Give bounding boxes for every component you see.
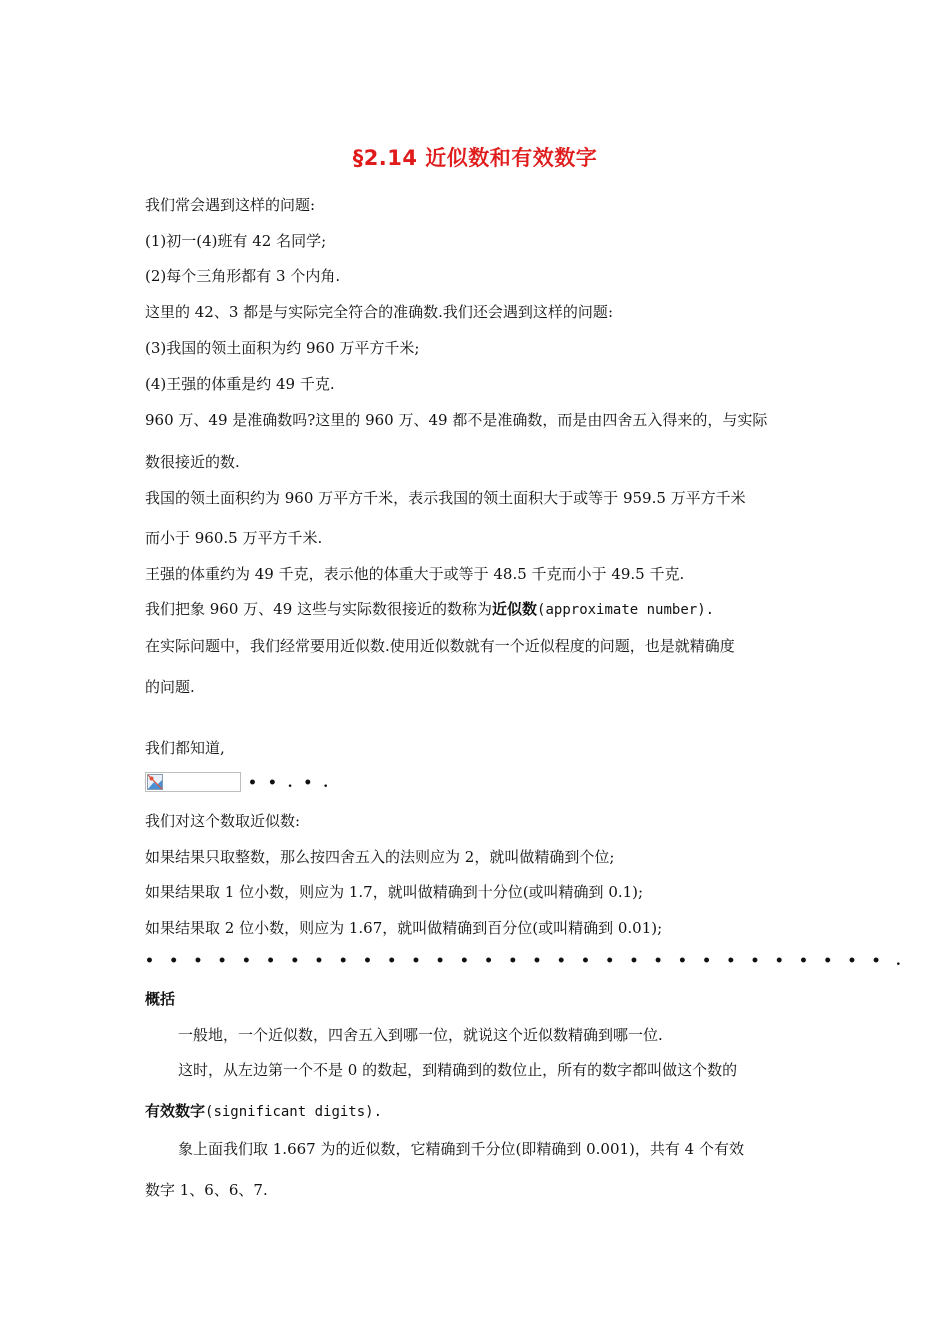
paragraph-line: (2)每个三角形都有 3 个内角. [145, 267, 341, 285]
paragraph-line: 960 万、49 是准确数吗?这里的 960 万、49 都不是准确数，而是由四舍五入得来的，与实际 [145, 411, 768, 429]
paragraph-line: 如果结果只取整数，那么按四舍五入的法则应为 2，就叫做精确到个位; [145, 848, 615, 866]
term-english: (approximate number). [537, 602, 715, 618]
term-approximate-number: 近似数 [492, 600, 538, 618]
paragraph-line [145, 1101, 382, 1122]
page-title: §2.14 近似数和有效数字 [352, 146, 598, 170]
term-english: (significant digits). [205, 1104, 383, 1120]
paragraph-line: 数很接近的数. [145, 453, 240, 471]
paragraph-line: 我们都知道, [145, 739, 225, 757]
paragraph-line: 在实际问题中，我们经常要用近似数.使用近似数就有一个近似程度的问题，也是就精确度 [145, 637, 735, 655]
term-significant-digits: 有效数字 [145, 1102, 206, 1120]
paragraph-line: 一般地，一个近似数，四舍五入到哪一位，就说这个近似数精确到哪一位. [178, 1026, 663, 1044]
paragraph-line: 而小于 960.5 万平方千米. [145, 529, 323, 547]
paragraph-line: 我国的领土面积约为 960 万平方千米，表示我国的领土面积大于或等于 959.5 万平方千米 [145, 489, 746, 507]
paragraph-line: 数字 1、6、6、7. [145, 1181, 268, 1199]
paragraph-line: 王强的体重约为 49 千克，表示他的体重大于或等于 48.5 千克而小于 49.5 千克. [145, 565, 685, 583]
ellipsis-dots: • • • • • • • • • • • • • • • • • • • • • • • • • • • • • • • . [145, 953, 906, 969]
section-heading: 概括 [145, 990, 176, 1008]
text-run: 我们把象 960 万、49 这些与实际数很接近的数称为 [145, 600, 493, 618]
broken-image-icon [147, 774, 163, 790]
paragraph-line: 如果结果取 2 位小数，则应为 1.67，就叫做精确到百分位(或叫精确到 0.01); [145, 919, 663, 937]
paragraph-line: 如果结果取 1 位小数，则应为 1.7，就叫做精确到十分位(或叫精确到 0.1); [145, 883, 644, 901]
paragraph-line: 这时，从左边第一个不是 0 的数起，到精确到的数位止，所有的数字都叫做这个数的 [178, 1061, 738, 1079]
broken-image-placeholder [145, 772, 241, 792]
paragraph-line: 我们对这个数取近似数: [145, 812, 301, 830]
paragraph-line: 象上面我们取 1.667 为的近似数，它精确到千分位(即精确到 0.001)，共有 4 个有效 [178, 1140, 744, 1158]
paragraph-line: (3)我国的领土面积为约 960 万平方千米; [145, 339, 420, 357]
paragraph-line: 这里的 42、3 都是与实际完全符合的准确数.我们还会遇到这样的问题: [145, 303, 613, 321]
paragraph-line: (4)王强的体重是约 49 千克. [145, 375, 335, 393]
paragraph-line [145, 599, 714, 620]
ellipsis-dots: • • . • . [248, 775, 332, 791]
paragraph-line: 的问题. [145, 678, 195, 696]
paragraph-line: (1)初一(4)班有 42 名同学; [145, 232, 327, 250]
paragraph-line: 我们常会遇到这样的问题: [145, 196, 316, 214]
